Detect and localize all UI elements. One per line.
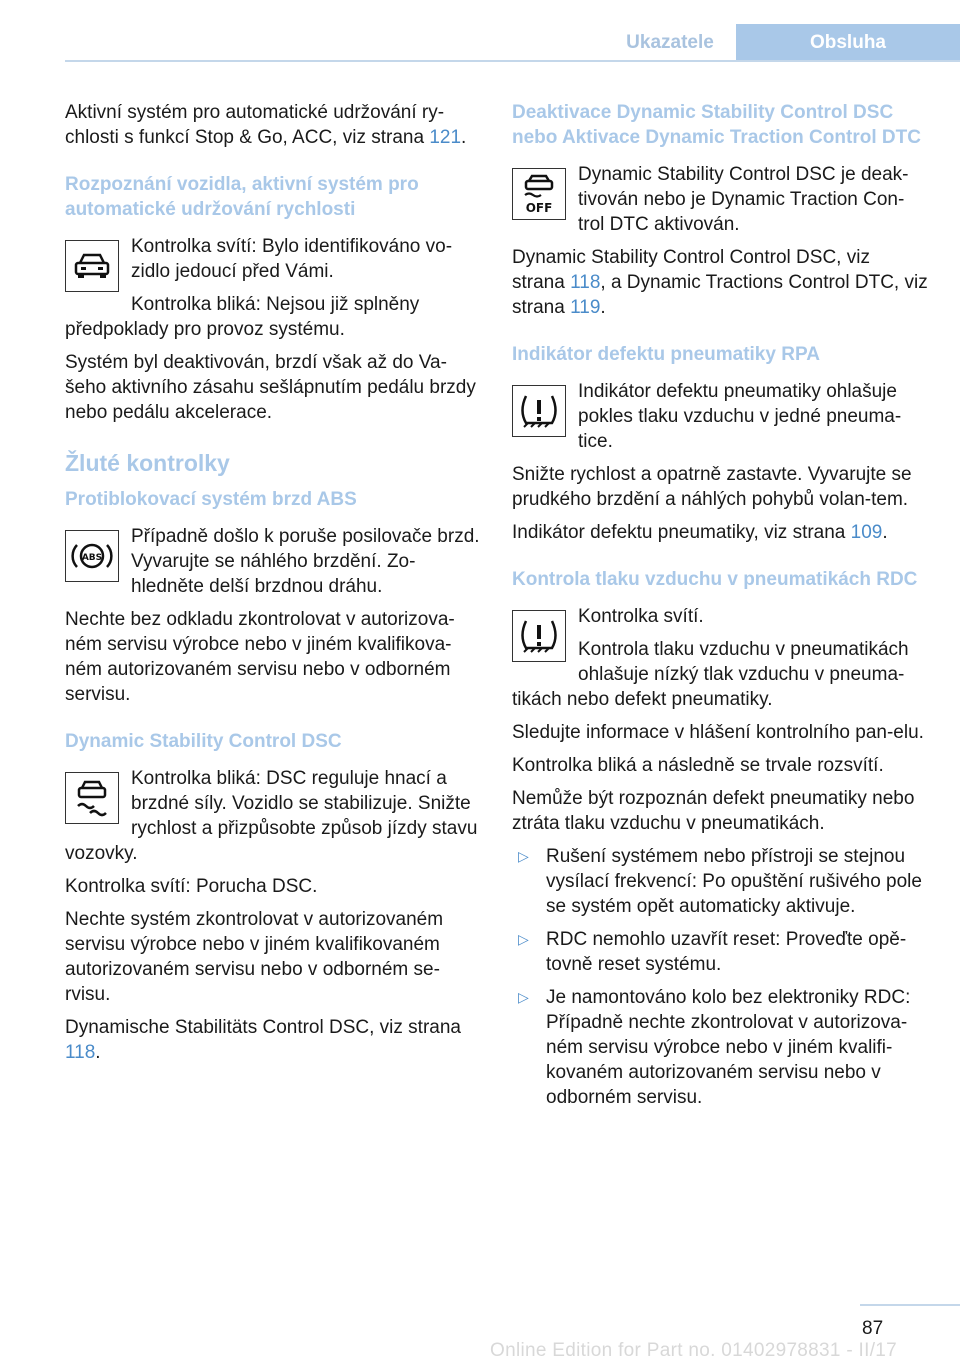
dsc-off-text-1: Dynamic Stability Control DSC je deak-tivován nebo je Dynamic Traction Con-trol DTC aktivován. — [578, 164, 909, 235]
section-heading-yellow-lights: Žluté kontrolky — [65, 450, 230, 476]
rdc-text-2: Kontrola tlaku vzduchu v pneumatikách ohlašuje nízký tlak vzduchu v pneuma-tikách nebo defekt pneumatiky. — [512, 639, 909, 710]
page-link-118-b[interactable]: 118 — [570, 272, 601, 293]
page-link-118[interactable]: 118 — [65, 1042, 96, 1063]
rdc-bullet-list — [512, 844, 928, 1110]
section-heading-abs: Protiblokovací systém brzd ABS — [65, 489, 357, 510]
list-item: ▷ Je namontováno kolo bez elektroniky RDC: Případně nechte zkontrolovat v autorizova-ném servisu výrobce nebo v jiném kvalifi-kovaném autorizovaném servisu nebo v odborném servisu. — [518, 987, 911, 1108]
rdc-text-4: Kontrolka bliká a následně se trvale rozsvítí. — [512, 755, 884, 776]
dsc-off-text-2: Dynamic Stability Control Control DSC, viz strana 118, a Dynamic Tractions Control DTC, viz strana 119. — [512, 247, 928, 318]
abs-icon — [65, 530, 119, 582]
dsc-text-2: Kontrolka svítí: Porucha DSC. — [65, 876, 318, 897]
list-item: ▷ RDC nemohlo uzavřít reset: Proveďte opě-tovně reset systému. — [518, 929, 907, 975]
rdc-text-1: Kontrolka svítí. — [578, 606, 704, 627]
vehicle-detection-text-1: Kontrolka svítí: Bylo identifikováno vo-zidlo jedoucí před Vámi. — [131, 236, 453, 282]
bullet-icon: ▷ — [518, 931, 529, 947]
car-ahead-icon — [65, 240, 119, 292]
rdc-text-3: Sledujte informace v hlášení kontrolního pan-elu. — [512, 722, 924, 743]
section-heading-vehicle-detection: Rozpoznání vozidla, aktivní systém pro automatické udržování rychlosti — [65, 174, 419, 220]
svg-text:OFF: OFF — [525, 201, 553, 215]
section-heading-dsc: Dynamic Stability Control DSC — [65, 731, 342, 752]
vehicle-detection-text-3: Systém byl deaktivován, brzdí však až do Va-šeho aktivního zásahu sešlápnutím pedálu brzdy nebo pedálu akcelerace. — [65, 352, 476, 423]
header-tab-ukazatele: Ukazatele — [626, 32, 714, 53]
section-heading-dsc-off: Deaktivace Dynamic Stability Control DSC nebo Aktivace Dynamic Traction Control DTC — [512, 102, 921, 148]
right-column — [512, 100, 928, 1118]
rpa-text-2: Snižte rychlost a opatrně zastavte. Vyvarujte se prudkého brzdění a náhlých pohybů volan-tem. — [512, 464, 912, 510]
page-link-119[interactable]: 119 — [570, 297, 601, 318]
header-rule — [65, 60, 960, 62]
intro-paragraph: Aktivní systém pro automatické udržování ry-chlosti s funkcí Stop & Go, ACC, viz strana 121. — [65, 102, 467, 148]
dsc-icon — [65, 772, 119, 824]
rpa-text-1: Indikátor defektu pneumatiky ohlašuje pokles tlaku vzduchu v jedné pneuma-tice. — [578, 381, 902, 452]
vehicle-detection-text-2: Kontrolka bliká: Nejsou již splněny předpoklady pro provoz systému. — [65, 294, 420, 340]
page-link-109[interactable]: 109 — [850, 522, 883, 543]
rdc-text-5: Nemůže být rozpoznán defekt pneumatiky nebo ztráta tlaku vzduchu v pneumatikách. — [512, 788, 915, 834]
dsc-off-icon — [512, 168, 566, 220]
header-tab-obsluha: Obsluha — [736, 24, 960, 62]
dsc-text-3: Nechte systém zkontrolovat v autorizovaném servisu výrobce nebo v jiném kvalifikovaném autorizovaném servisu nebo v odborném se-rvisu. — [65, 909, 444, 1005]
abs-text-2: Nechte bez odkladu zkontrolovat v autorizova-ném servisu výrobce nebo v jiném kvalifikova-ném autorizovaném servisu nebo v odborném servisu. — [65, 609, 455, 705]
page-link-121[interactable]: 121 — [429, 127, 462, 148]
left-column — [65, 100, 483, 1073]
list-item: ▷ Rušení systémem nebo přístroji se stejnou vysílací frekvencí: Po opuštění rušivého pole se systém opět automaticky aktivuje. — [518, 846, 922, 917]
abs-text-1: Případně došlo k poruše posilovače brzd. Vyvarujte se náhlého brzdění. Zo-hledněte delší brzdnou dráhu. — [131, 526, 480, 597]
svg-text:ABS: ABS — [81, 553, 103, 563]
section-heading-rdc: Kontrola tlaku vzduchu v pneumatikách RDC — [512, 569, 918, 590]
tire-warning-icon-rdc — [512, 610, 566, 662]
rpa-text-3: Indikátor defektu pneumatiky, viz strana 109. — [512, 522, 888, 543]
bullet-icon: ▷ — [518, 848, 529, 864]
page-number: 87 — [862, 1318, 884, 1339]
section-heading-rpa: Indikátor defektu pneumatiky RPA — [512, 344, 820, 365]
dsc-text-1: Kontrolka bliká: DSC reguluje hnací a brzdné síly. Vozidlo se stabilizuje. Snižte rychlost a přizpůsobte způsob jízdy stavu vozovky. — [65, 768, 478, 864]
tire-warning-icon-rpa — [512, 385, 566, 437]
footer-rule — [860, 1304, 960, 1306]
footer-edition: Online Edition for Part no. 01402978831 - II/17 — [490, 1340, 898, 1361]
dsc-text-4: Dynamische Stabilitäts Control DSC, viz strana 118. — [65, 1017, 461, 1063]
bullet-icon: ▷ — [518, 989, 529, 1005]
